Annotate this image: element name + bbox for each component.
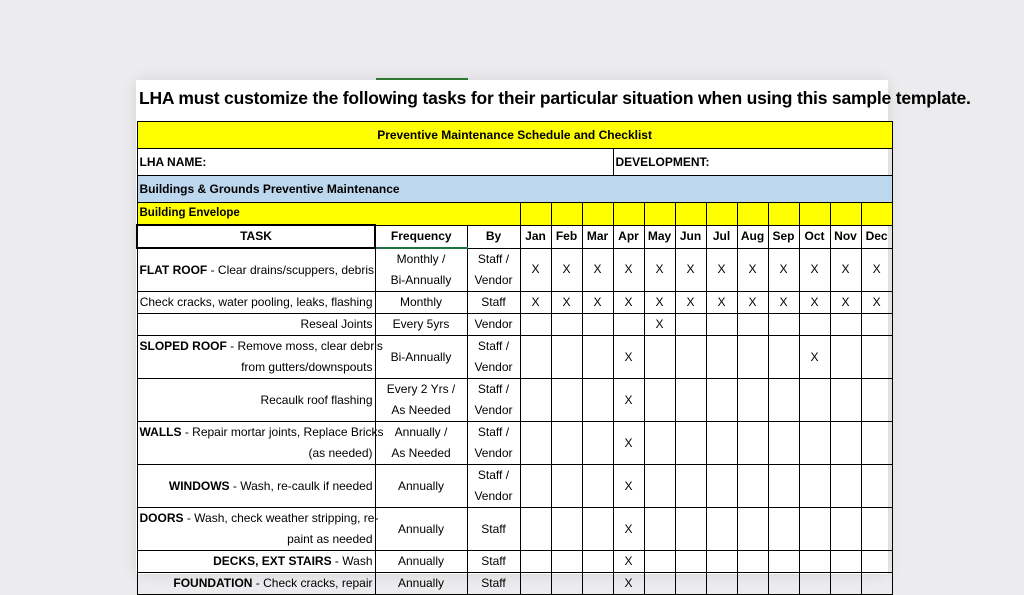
subsection-blank-cell[interactable]	[520, 203, 551, 226]
frequency-cell-line: Bi-Annually	[390, 273, 452, 287]
task-description-continued: paint as needed	[287, 532, 373, 546]
frequency-cell-line: Annually	[397, 521, 445, 536]
schedule-cell-apr[interactable]: X	[613, 465, 644, 508]
month-header-feb[interactable]: Feb	[551, 225, 582, 248]
schedule-cell-jul[interactable]	[706, 422, 737, 465]
by-cell[interactable]	[467, 336, 520, 379]
schedule-cell-jun[interactable]	[675, 336, 706, 379]
by-cell-line: Vendor	[474, 360, 513, 374]
schedule-cell-mar[interactable]	[582, 336, 613, 379]
schedule-cell-may[interactable]	[644, 465, 675, 508]
schedule-cell-jun[interactable]	[675, 314, 706, 336]
schedule-cell-jan[interactable]	[520, 508, 551, 551]
schedule-cell-aug[interactable]	[737, 551, 768, 573]
month-header-sep[interactable]: Sep	[768, 225, 799, 248]
schedule-cell-feb[interactable]	[551, 508, 582, 551]
schedule-cell-jul[interactable]	[706, 336, 737, 379]
schedule-cell-jun[interactable]	[675, 573, 706, 595]
by-cell-line: Staff /	[477, 382, 510, 396]
schedule-cell-jan[interactable]: X	[520, 292, 551, 314]
by-cell-line: Vendor	[474, 446, 513, 460]
task-column-header[interactable]: TASK	[137, 225, 375, 248]
frequency-cell-line: Annually	[397, 478, 445, 493]
schedule-cell-may[interactable]	[644, 379, 675, 422]
task-description: - Remove moss, clear debris	[226, 339, 383, 353]
task-row	[137, 336, 892, 379]
task-description: - Wash, check weather stripping, re-	[183, 511, 379, 525]
subsection-blank-cell[interactable]	[582, 203, 613, 226]
schedule-cell-jul[interactable]	[706, 465, 737, 508]
by-cell[interactable]	[467, 314, 520, 336]
by-cell-line: Vendor	[474, 317, 513, 331]
schedule-cell-apr[interactable]: X	[613, 336, 644, 379]
subsection-blank-cell[interactable]	[675, 203, 706, 226]
schedule-cell-oct[interactable]	[799, 573, 830, 595]
task-cell[interactable]	[137, 508, 379, 551]
schedule-cell-jun[interactable]	[675, 551, 706, 573]
schedule-cell-aug[interactable]	[737, 379, 768, 422]
schedule-cell-feb[interactable]	[551, 573, 582, 595]
task-category: DECKS, EXT STAIRS	[213, 554, 332, 568]
frequency-cell[interactable]	[375, 248, 467, 292]
schedule-cell-nov[interactable]	[830, 422, 861, 465]
task-category: WALLS	[139, 425, 182, 439]
subsection-blank-cell[interactable]	[830, 203, 861, 226]
by-cell-line: Staff	[481, 576, 506, 590]
schedule-cell-jan[interactable]	[520, 336, 551, 379]
schedule-cell-nov[interactable]: X	[830, 292, 861, 314]
frequency-cell[interactable]	[375, 551, 467, 573]
schedule-cell-nov[interactable]	[830, 379, 861, 422]
section-heading[interactable]: Buildings & Grounds Preventive Maintenance	[137, 176, 892, 203]
by-cell[interactable]	[467, 292, 520, 314]
schedule-cell-jan[interactable]	[520, 551, 551, 573]
task-cell[interactable]	[137, 314, 375, 336]
task-cell[interactable]	[137, 465, 375, 508]
schedule-cell-sep[interactable]	[768, 379, 799, 422]
schedule-cell-mar[interactable]	[582, 379, 613, 422]
schedule-cell-mar[interactable]	[582, 422, 613, 465]
frequency-cell-line: As Needed	[391, 403, 451, 417]
task-category: WINDOWS	[168, 478, 230, 493]
schedule-cell-sep[interactable]	[768, 573, 799, 595]
schedule-cell-may[interactable]	[644, 573, 675, 595]
month-header-may[interactable]: May	[644, 225, 675, 248]
task-row	[137, 314, 892, 336]
schedule-cell-apr[interactable]: X	[613, 422, 644, 465]
schedule-cell-oct[interactable]	[799, 314, 830, 336]
task-row	[137, 573, 892, 595]
month-header-dec[interactable]: Dec	[861, 225, 892, 248]
schedule-cell-dec[interactable]	[861, 551, 892, 573]
by-cell[interactable]	[467, 573, 520, 595]
frequency-cell-line: Every 5yrs	[392, 317, 450, 331]
schedule-cell-may[interactable]: X	[644, 248, 675, 292]
task-row	[137, 508, 892, 551]
spreadsheet-sheet[interactable]	[136, 80, 971, 590]
customize-notice: LHA must customize the following tasks for their particular situation when using this sample template.	[139, 88, 971, 108]
frequency-cell-line: Every 2 Yrs /	[386, 382, 456, 396]
task-description: - Clear drains/scuppers, debris	[207, 262, 374, 277]
schedule-cell-jul[interactable]: X	[706, 292, 737, 314]
schedule-cell-dec[interactable]	[861, 508, 892, 551]
schedule-cell-aug[interactable]	[737, 573, 768, 595]
schedule-cell-jul[interactable]	[706, 314, 737, 336]
schedule-cell-aug[interactable]	[737, 508, 768, 551]
schedule-cell-feb[interactable]	[551, 314, 582, 336]
schedule-cell-may[interactable]: X	[644, 314, 675, 336]
subsection-blank-cell[interactable]	[613, 203, 644, 226]
schedule-cell-jun[interactable]: X	[675, 292, 706, 314]
schedule-cell-jun[interactable]	[675, 465, 706, 508]
task-row	[137, 422, 892, 465]
task-description: - Wash, re-caulk if needed	[229, 478, 373, 493]
schedule-cell-nov[interactable]	[830, 336, 861, 379]
schedule-cell-feb[interactable]	[551, 465, 582, 508]
task-description: - Repair mortar joints, Replace Bricks	[181, 425, 384, 439]
schedule-cell-aug[interactable]	[737, 465, 768, 508]
by-cell-line: Vendor	[474, 272, 513, 287]
schedule-cell-feb[interactable]	[551, 422, 582, 465]
schedule-cell-may[interactable]	[644, 422, 675, 465]
schedule-cell-mar[interactable]	[582, 551, 613, 573]
schedule-cell-dec[interactable]: X	[861, 248, 892, 292]
schedule-cell-nov[interactable]	[830, 314, 861, 336]
schedule-cell-apr[interactable]: X	[613, 551, 644, 573]
month-header-apr[interactable]: Apr	[613, 225, 644, 248]
task-description: Check cracks, water pooling, leaks, flashing	[139, 295, 373, 309]
frequency-cell[interactable]	[375, 336, 467, 379]
schedule-cell-may[interactable]: X	[644, 292, 675, 314]
task-description-continued: (as needed)	[308, 446, 373, 460]
schedule-cell-mar[interactable]	[582, 508, 613, 551]
by-cell-line: Staff /	[477, 251, 510, 266]
frequency-cell[interactable]	[375, 573, 467, 595]
schedule-cell-sep[interactable]	[768, 508, 799, 551]
schedule-cell-jul[interactable]	[706, 379, 737, 422]
schedule-cell-jun[interactable]	[675, 508, 706, 551]
task-description: Recaulk roof flashing	[260, 392, 373, 407]
by-cell[interactable]	[467, 508, 520, 551]
schedule-cell-jun[interactable]: X	[675, 248, 706, 292]
schedule-cell-may[interactable]	[644, 336, 675, 379]
month-header-jul[interactable]: Jul	[706, 225, 737, 248]
subsection-blank-cell[interactable]	[644, 203, 675, 226]
subsection-heading[interactable]: Building Envelope	[137, 203, 520, 226]
by-cell-line: Vendor	[474, 489, 513, 503]
schedule-cell-sep[interactable]: X	[768, 248, 799, 292]
schedule-cell-sep[interactable]: X	[768, 292, 799, 314]
schedule-cell-mar[interactable]: X	[582, 248, 613, 292]
subsection-blank-cell[interactable]	[551, 203, 582, 226]
schedule-cell-sep[interactable]	[768, 336, 799, 379]
schedule-cell-jul[interactable]	[706, 573, 737, 595]
schedule-cell-nov[interactable]	[830, 465, 861, 508]
task-row	[137, 551, 892, 573]
schedule-cell-jun[interactable]	[675, 379, 706, 422]
lha-name-label[interactable]: LHA NAME:	[137, 149, 613, 176]
schedule-cell-mar[interactable]	[582, 573, 613, 595]
month-header-nov[interactable]: Nov	[830, 225, 861, 248]
maintenance-table	[136, 121, 893, 595]
task-row	[137, 465, 892, 508]
frequency-cell[interactable]	[375, 379, 467, 422]
schedule-cell-oct[interactable]	[799, 508, 830, 551]
schedule-cell-apr[interactable]: X	[613, 573, 644, 595]
frequency-cell-line: Monthly /	[396, 252, 446, 266]
schedule-cell-jul[interactable]: X	[706, 248, 737, 292]
schedule-cell-nov[interactable]	[830, 573, 861, 595]
task-category: SLOPED ROOF	[139, 339, 227, 353]
task-cell[interactable]	[137, 292, 375, 314]
schedule-cell-jun[interactable]	[675, 422, 706, 465]
by-cell-line: Vendor	[474, 403, 513, 417]
schedule-cell-dec[interactable]	[861, 314, 892, 336]
by-cell[interactable]	[467, 465, 520, 508]
schedule-cell-jan[interactable]	[520, 422, 551, 465]
schedule-cell-dec[interactable]	[861, 422, 892, 465]
frequency-cell-line: Annually	[397, 576, 445, 590]
schedule-cell-oct[interactable]: X	[799, 292, 830, 314]
frequency-cell[interactable]	[375, 465, 467, 508]
schedule-cell-feb[interactable]	[551, 551, 582, 573]
task-description: - Wash	[331, 554, 373, 568]
frequency-cell-line: As Needed	[391, 446, 451, 460]
task-cell[interactable]	[137, 379, 375, 422]
frequency-cell-line: Monthly	[399, 295, 443, 309]
subsection-blank-cell[interactable]	[768, 203, 799, 226]
task-category: FOUNDATION	[173, 576, 253, 590]
by-cell[interactable]	[467, 248, 520, 292]
task-cell[interactable]	[137, 422, 384, 465]
schedule-cell-apr[interactable]: X	[613, 379, 644, 422]
schedule-cell-oct[interactable]: X	[799, 248, 830, 292]
subsection-blank-cell[interactable]	[861, 203, 892, 226]
by-cell[interactable]	[467, 422, 520, 465]
sheet-title[interactable]: Preventive Maintenance Schedule and Checklist	[137, 122, 892, 149]
schedule-cell-sep[interactable]	[768, 551, 799, 573]
task-row	[137, 379, 892, 422]
schedule-cell-dec[interactable]	[861, 465, 892, 508]
schedule-cell-feb[interactable]: X	[551, 248, 582, 292]
schedule-cell-nov[interactable]	[830, 551, 861, 573]
schedule-cell-jul[interactable]	[706, 551, 737, 573]
schedule-cell-oct[interactable]	[799, 379, 830, 422]
schedule-cell-jan[interactable]	[520, 314, 551, 336]
schedule-cell-nov[interactable]	[830, 508, 861, 551]
frequency-column-header[interactable]: Frequency	[375, 225, 467, 248]
task-cell[interactable]	[137, 336, 383, 379]
by-cell-line: Staff /	[477, 339, 510, 353]
schedule-cell-dec[interactable]	[861, 573, 892, 595]
schedule-cell-aug[interactable]: X	[737, 292, 768, 314]
schedule-cell-dec[interactable]: X	[861, 292, 892, 314]
schedule-cell-oct[interactable]: X	[799, 336, 830, 379]
schedule-cell-jan[interactable]: X	[520, 248, 551, 292]
task-cell[interactable]	[137, 573, 375, 595]
subsection-blank-cell[interactable]	[706, 203, 737, 226]
schedule-cell-apr[interactable]: X	[613, 248, 644, 292]
schedule-cell-jan[interactable]	[520, 379, 551, 422]
month-header-aug[interactable]: Aug	[737, 225, 768, 248]
schedule-cell-aug[interactable]	[737, 336, 768, 379]
task-category: FLAT ROOF	[139, 262, 208, 277]
schedule-cell-oct[interactable]	[799, 465, 830, 508]
task-cell[interactable]	[137, 551, 375, 573]
schedule-cell-dec[interactable]	[861, 336, 892, 379]
by-cell-line: Staff	[481, 554, 506, 568]
development-label[interactable]: DEVELOPMENT:	[613, 149, 892, 176]
schedule-cell-sep[interactable]	[768, 314, 799, 336]
by-cell-line: Staff /	[477, 425, 510, 439]
task-row	[137, 292, 892, 314]
by-cell[interactable]	[467, 551, 520, 573]
schedule-cell-sep[interactable]	[768, 422, 799, 465]
frequency-cell-line: Annually /	[394, 425, 448, 439]
task-cell[interactable]	[137, 248, 375, 292]
schedule-cell-apr[interactable]: X	[613, 508, 644, 551]
task-row	[137, 248, 892, 292]
task-description: Reseal Joints	[300, 317, 373, 331]
frequency-cell[interactable]	[375, 422, 467, 465]
schedule-cell-oct[interactable]	[799, 422, 830, 465]
by-cell-line: Staff /	[477, 468, 510, 482]
schedule-cell-aug[interactable]	[737, 422, 768, 465]
schedule-cell-may[interactable]	[644, 551, 675, 573]
frequency-cell[interactable]	[375, 314, 467, 336]
schedule-cell-apr[interactable]	[613, 314, 644, 336]
by-cell[interactable]	[467, 379, 520, 422]
month-header-mar[interactable]: Mar	[582, 225, 613, 248]
schedule-cell-feb[interactable]	[551, 379, 582, 422]
schedule-cell-apr[interactable]: X	[613, 292, 644, 314]
schedule-cell-jul[interactable]	[706, 508, 737, 551]
schedule-cell-sep[interactable]	[768, 465, 799, 508]
schedule-cell-aug[interactable]: X	[737, 248, 768, 292]
schedule-cell-feb[interactable]	[551, 336, 582, 379]
schedule-cell-feb[interactable]: X	[551, 292, 582, 314]
subsection-blank-cell[interactable]	[737, 203, 768, 226]
schedule-cell-may[interactable]	[644, 508, 675, 551]
schedule-cell-nov[interactable]: X	[830, 248, 861, 292]
task-category: DOORS	[139, 511, 184, 525]
frequency-cell-line: Bi-Annually	[390, 349, 452, 364]
by-cell-line: Staff	[481, 521, 506, 536]
schedule-cell-jan[interactable]	[520, 465, 551, 508]
schedule-cell-jan[interactable]	[520, 573, 551, 595]
schedule-cell-dec[interactable]	[861, 379, 892, 422]
frequency-cell[interactable]	[375, 292, 467, 314]
schedule-cell-oct[interactable]	[799, 551, 830, 573]
by-cell-line: Staff	[481, 295, 506, 309]
by-column-header[interactable]: By	[467, 225, 520, 248]
subsection-blank-cell[interactable]	[799, 203, 830, 226]
frequency-cell[interactable]	[375, 508, 467, 551]
month-header-jun[interactable]: Jun	[675, 225, 706, 248]
month-header-oct[interactable]: Oct	[799, 225, 830, 248]
frequency-cell-line: Annually	[397, 554, 445, 568]
task-description-continued: from gutters/downspouts	[241, 360, 373, 374]
schedule-cell-mar[interactable]	[582, 314, 613, 336]
schedule-cell-mar[interactable]: X	[582, 292, 613, 314]
task-description: - Check cracks, repair	[252, 576, 373, 590]
schedule-cell-aug[interactable]	[737, 314, 768, 336]
schedule-cell-mar[interactable]	[582, 465, 613, 508]
month-header-jan[interactable]: Jan	[520, 225, 551, 248]
